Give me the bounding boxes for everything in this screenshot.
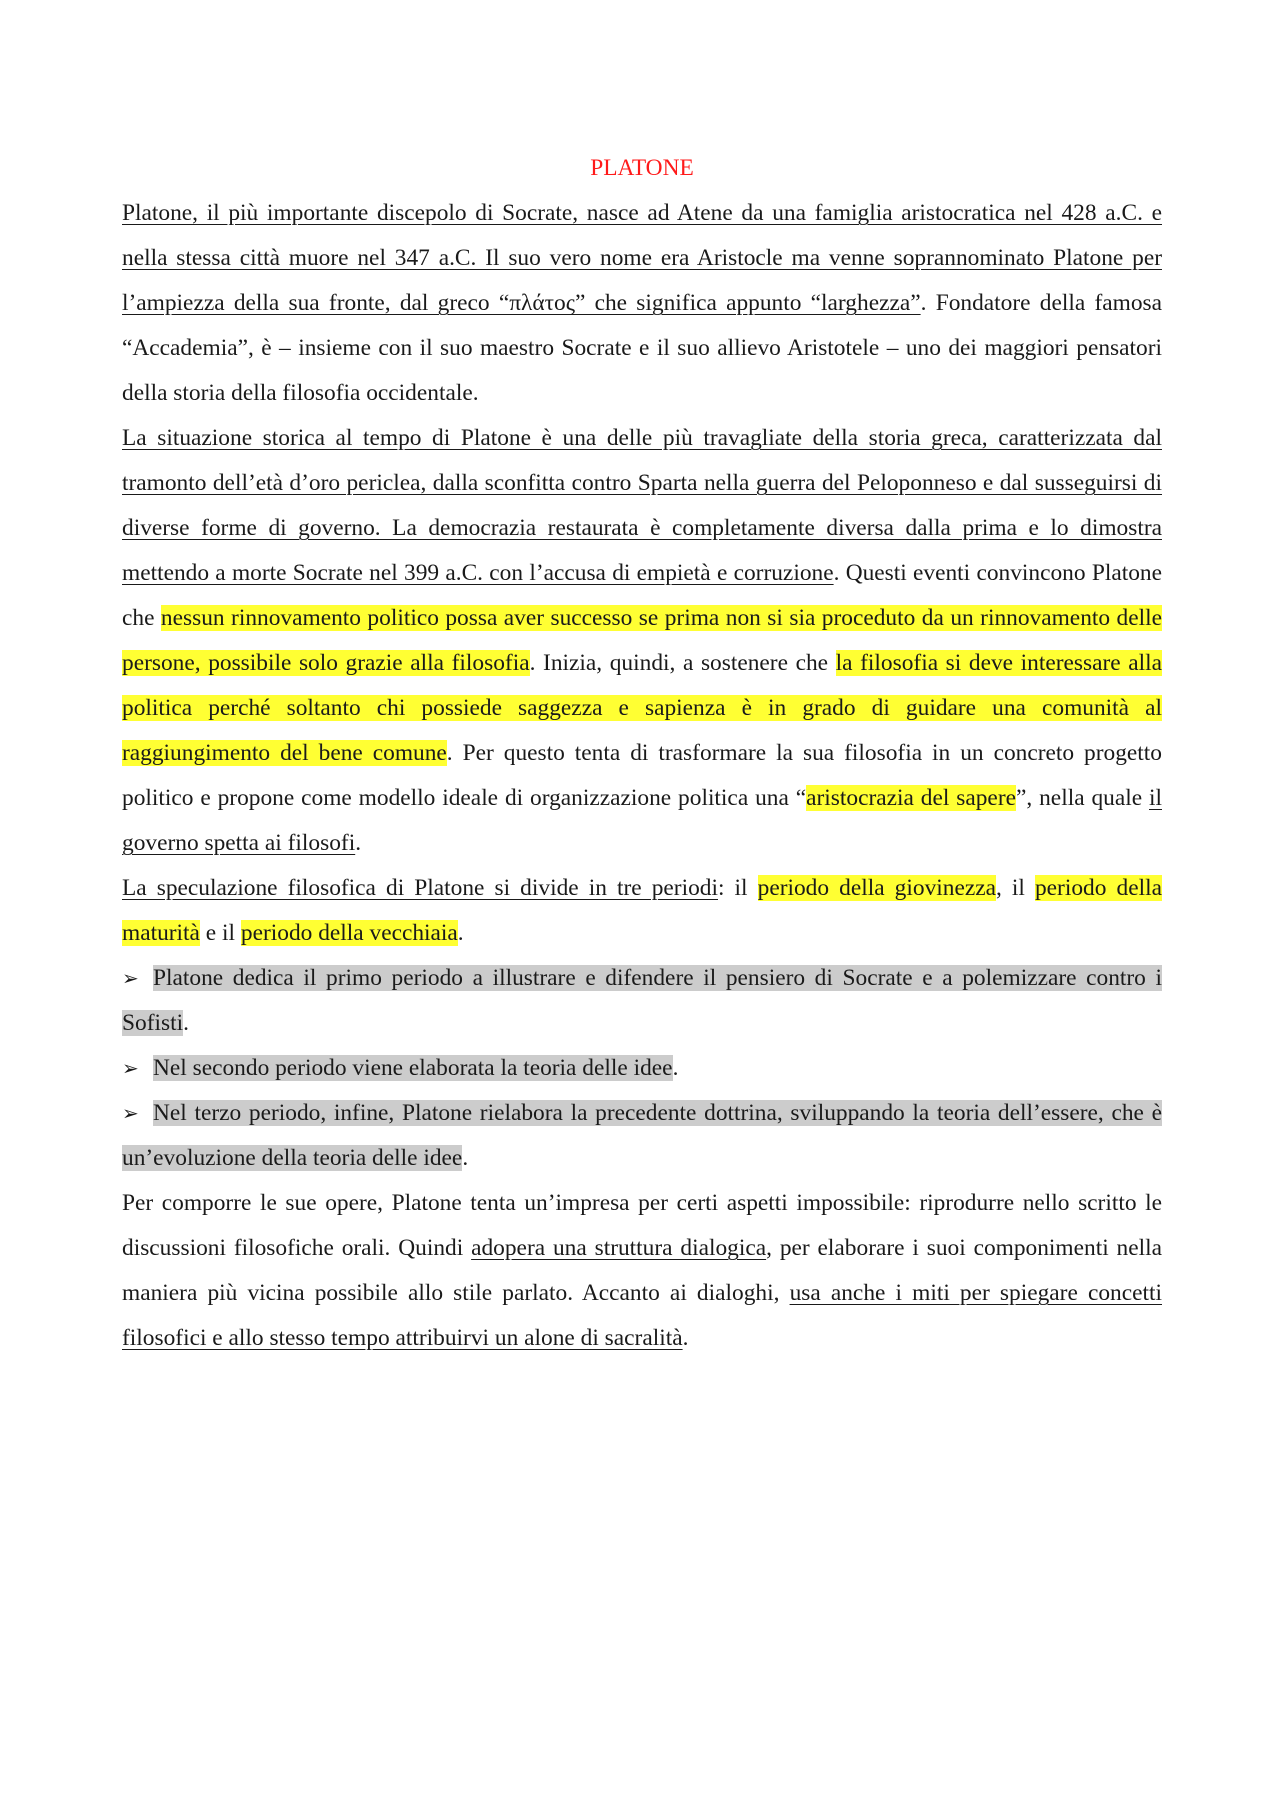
- arrow-bullet-icon: ➢: [122, 1101, 139, 1125]
- body-text: .: [682, 1325, 689, 1351]
- document-title: PLATONE: [590, 155, 694, 181]
- highlighted-text: periodo della maturità: [122, 875, 1162, 946]
- body-text: . Questi eventi convincono Platone che: [122, 560, 1162, 631]
- document-page: [122, 146, 1162, 1361]
- underlined-text: La situazione storica al tempo di Platone è una delle più travagliate della storia greca, caratterizzata dal tramonto dell’età d’oro periclea, dalla sconfitta contro Sparta nella guerra del Peloponneso e dal susseguirsi di diverse forme di governo. La democrazia restaurata è completamente diversa dalla prima e lo dimostra mettendo a morte Socrate nel 399 a.C. con l’accusa di empietà e corruzione: [122, 425, 1162, 586]
- gray-highlighted-text: Nel secondo periodo viene elaborata la teoria delle idee: [153, 1055, 673, 1081]
- underlined-text: usa anche i miti per spiegare concetti filosofici e allo stesso tempo attribuirvi un alone di sacralità: [122, 1280, 1162, 1351]
- paragraph-historical-context: [122, 416, 1162, 866]
- highlighted-text: aristocrazia del sapere: [806, 785, 1016, 811]
- bullet-list: [122, 956, 1162, 1181]
- body-text: .: [183, 1010, 189, 1036]
- underlined-text: il governo spetta ai filosofi: [122, 785, 1162, 856]
- body-text: Per comporre le sue opere, Platone tenta un’impresa per certi aspetti impossibile: riprodurre nello scritto le discussioni filosofiche orali. Quindi: [122, 1190, 1162, 1261]
- gray-highlighted-text: Nel terzo periodo, infine, Platone rielabora la precedente dottrina, sviluppando la teoria dell’essere, che è un’evoluzione della teoria delle idee: [122, 1100, 1162, 1171]
- paragraph-works: [122, 1181, 1162, 1361]
- body-text: . Fondatore della famosa “Accademia”, è – insieme con il suo maestro Socrate e il suo allievo Aristotele – uno dei maggiori pensatori della storia della filosofia occidentale.: [122, 290, 1163, 406]
- arrow-bullet-icon: ➢: [122, 1056, 139, 1080]
- underlined-text: La speculazione filosofica di Platone si divide in tre periodi: [122, 875, 718, 901]
- body-text: .: [672, 1055, 679, 1081]
- arrow-bullet-icon: ➢: [122, 966, 139, 990]
- body-text: . Inizia, quindi, a sostenere che: [529, 650, 836, 676]
- highlighted-text: nessun rinnovamento politico possa aver successo se prima non si sia proceduto da un rinnovamento delle persone, possibile solo grazie alla filosofia: [122, 605, 1162, 676]
- bullet-item: [122, 956, 1162, 1046]
- underlined-text: Platone, il più importante discepolo di Socrate, nasce ad Atene da una famiglia aristocratica nel 428 a.C. e nella stessa città muore nel 347 a.C. Il suo vero nome era Aristocle ma venne soprannominato Platone per l’ampiezza della sua fronte, dal greco “πλάτος” che significa appunto “larghezza”: [122, 200, 1162, 316]
- highlighted-text: periodo della vecchiaia: [240, 920, 458, 946]
- body-text: .: [457, 920, 464, 946]
- bullet-item: [122, 1046, 1162, 1091]
- paragraph-intro: [122, 191, 1162, 416]
- gray-highlighted-text: Platone dedica il primo periodo a illustrare e difendere il pensiero di Socrate e a polemizzare contro i Sofisti: [122, 965, 1162, 1036]
- body-text: , per elaborare i suoi componimenti nella maniera più vicina possibile allo stile parlato. Accanto ai dialoghi,: [122, 1235, 1163, 1306]
- body-text: .: [355, 830, 362, 856]
- bullet-item: [122, 1091, 1162, 1181]
- body-text: . Per questo tenta di trasformare la sua filosofia in un concreto progetto politico e propone come modello ideale di organizzazione politica una “: [122, 740, 1162, 811]
- body-text: : il: [717, 875, 758, 901]
- highlighted-text: la filosofia si deve interessare alla politica perché soltanto chi possiede saggezza e sapienza è in grado di guidare una comunità al raggiungimento del bene comune: [122, 650, 1162, 766]
- highlighted-text: periodo della giovinezza: [757, 875, 996, 901]
- paragraph-periods: [122, 866, 1162, 956]
- body-text: ”, nella quale: [1016, 785, 1149, 811]
- underlined-text: adopera una struttura dialogica: [471, 1235, 767, 1261]
- body-text: .: [462, 1145, 469, 1171]
- body-text: , il: [995, 875, 1035, 901]
- body-text: e il: [199, 920, 241, 946]
